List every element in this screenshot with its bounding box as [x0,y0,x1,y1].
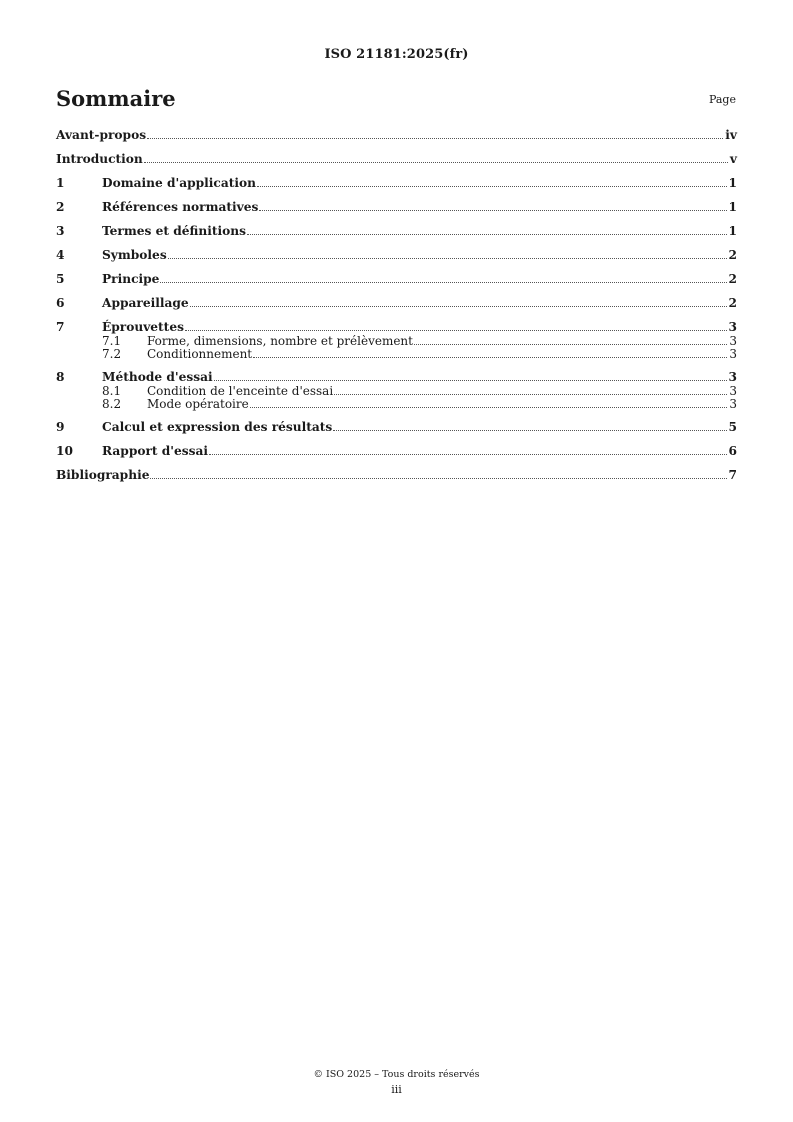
toc-entry-title[interactable]: Mode opératoire [147,397,249,411]
toc-entry-number: 6 [56,296,65,310]
toc-entry-page: 5 [728,420,737,434]
toc-entry-title[interactable]: Références normatives [102,200,259,214]
toc-entry-page: 3 [729,397,737,411]
toc-entry-number: 2 [56,200,65,214]
toc-entry-title[interactable]: Appareillage [102,296,189,310]
toc-heading: Sommaire [56,86,176,111]
toc-entry-page: 1 [728,176,737,190]
toc-entry-page: 7 [728,468,737,482]
toc-entry-title[interactable]: Introduction [56,152,143,166]
toc-entry[interactable] [56,152,737,167]
toc-entry-title[interactable]: Avant-propos [56,128,147,142]
dot-leader [150,478,726,479]
toc-entry[interactable] [56,370,737,385]
dot-leader [144,162,728,163]
toc-entry-page: 2 [728,296,737,310]
toc-entry[interactable] [56,248,737,263]
toc-entry-page: 3 [729,334,737,348]
dot-leader [214,380,727,381]
toc-entry-title[interactable]: Principe [102,272,160,286]
toc-entry[interactable] [56,468,737,483]
toc-entry-number: 3 [56,224,65,238]
toc-entry-number: 8 [56,370,65,384]
toc-entry-page: 3 [728,370,737,384]
toc-entry-title[interactable]: Forme, dimensions, nombre et prélèvement [147,334,413,348]
toc-entry-page: 2 [728,248,737,262]
dot-leader [209,454,726,455]
toc-entry-number: 1 [56,176,65,190]
dot-leader [257,186,727,187]
page-footer [0,1067,793,1097]
toc-entry-page: v [729,152,737,166]
dot-leader [247,234,727,235]
toc-entry-page: 1 [728,200,737,214]
toc-entry-title[interactable]: Domaine d'application [102,176,256,190]
toc-entry-number: 9 [56,420,65,434]
toc-entry-page: iv [725,128,737,142]
dot-leader [160,282,726,283]
toc-subentry[interactable] [56,398,737,411]
toc-entry-page: 3 [729,347,737,361]
dot-leader [168,258,727,259]
toc-entry[interactable] [56,224,737,239]
toc-entry-title[interactable]: Symboles [102,248,167,262]
toc-entry-number: 4 [56,248,65,262]
document-header: ISO 21181:2025(fr) [324,47,469,62]
toc-entry-title[interactable]: Conditionnement [147,347,253,361]
dot-leader [333,430,726,431]
dot-leader [259,210,726,211]
toc-entry[interactable] [56,444,737,459]
toc-entry-title[interactable]: Éprouvettes [102,320,184,334]
toc-entry-page: 3 [729,384,737,398]
toc-entry[interactable] [56,320,737,335]
page-number: iii [391,1083,402,1096]
copyright-notice: © ISO 2025 – Tous droits réservés [313,1069,480,1080]
dot-leader [250,407,728,408]
toc-entry-number: 8.1 [102,384,122,398]
toc-entry-number: 8.2 [102,397,122,411]
toc-entry[interactable] [56,128,737,143]
toc-entry[interactable] [56,272,737,287]
toc-entry[interactable] [56,420,737,435]
toc-entry[interactable] [56,200,737,215]
toc-entry[interactable] [56,296,737,311]
toc-subentry[interactable] [56,348,737,361]
page-column-label: Page [708,93,736,106]
dot-leader [253,357,727,358]
toc-entry-title[interactable]: Condition de l'enceinte d'essai [147,384,334,398]
toc-entry-title[interactable]: Calcul et expression des résultats [102,420,333,434]
toc-entry-title[interactable]: Termes et définitions [102,224,246,238]
table-of-contents [56,128,737,483]
toc-entry-number: 7 [56,320,65,334]
toc-entry-page: 6 [728,444,737,458]
dot-leader [190,306,727,307]
toc-entry-number: 10 [56,444,73,458]
toc-entry[interactable] [56,176,737,191]
toc-entry-page: 1 [728,224,737,238]
toc-entry-number: 7.1 [102,334,122,348]
toc-entry-page: 2 [728,272,737,286]
toc-entry-title[interactable]: Rapport d'essai [102,444,209,458]
dot-leader [185,330,727,331]
toc-entry-number: 5 [56,272,65,286]
toc-entry-title[interactable]: Bibliographie [56,468,150,482]
dot-leader [147,138,723,139]
toc-entry-number: 7.2 [102,347,122,361]
toc-entry-page: 3 [728,320,737,334]
dot-leader [414,344,727,345]
toc-entry-title[interactable]: Méthode d'essai [102,370,213,384]
dot-leader [334,394,727,395]
